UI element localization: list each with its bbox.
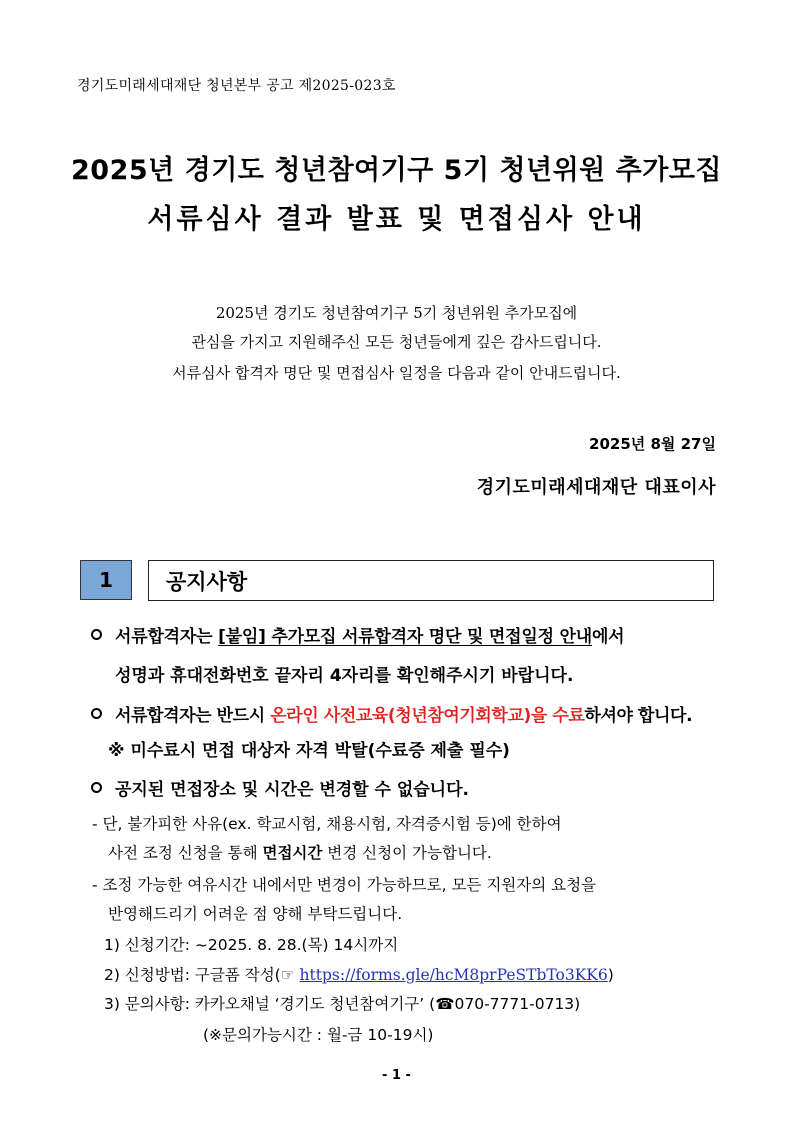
detail-1-line1: - 단, 불가피한 사유(ex. 학교시험, 채용시험, 자격증시험 등)에 한하여 [92, 815, 562, 833]
bullet-2-line1 [115, 701, 692, 726]
detail-2-line2: 반영해드리기 어려운 점 양해 부탁드립니다. [108, 905, 403, 923]
section-number [80, 560, 132, 600]
item-application-method [104, 963, 614, 985]
attachment-reference: [붙임] 추가모집 서류합격자 명단 및 면접일정 안내 [218, 627, 592, 647]
detail-2-line1: - 조정 가능한 여유시간 내에서만 변경이 가능하므로, 모든 지원자의 요청을 [92, 876, 597, 894]
bullet-3: 공지된 면접장소 및 시간은 변경할 수 없습니다. [115, 780, 469, 800]
notice-number: 경기도미래세대재단 청년본부 공고 제2025-023호 [77, 78, 396, 94]
bullet-2-suffix: 하셔야 합니다. [584, 706, 693, 726]
bullet-1-line1 [115, 622, 624, 647]
document-title-line1: 2025년 경기도 청년참여기구 5기 청년위원 추가모집 [71, 155, 722, 186]
section-title [148, 560, 714, 601]
bullet-circle-icon [91, 782, 102, 793]
bullet-2-note: ※ 미수료시 면접 대상자 자격 박탈(수료증 제출 필수) [108, 741, 510, 761]
item-2-prefix: 2) 신청방법: 구글폼 작성(☞ [104, 966, 300, 984]
intro-text-line1: 2025년 경기도 청년참여기구 5기 청년위원 추가모집에 [215, 304, 578, 322]
inquiry-hours-note: (※문의가능시간 : 월-금 10-19시) [203, 1026, 434, 1044]
bullet-1-suffix: 에서 [591, 627, 625, 647]
required-training-highlight: 온라인 사전교육(청년참여기회학교)을 수료 [270, 706, 585, 726]
detail-1-suffix: 변경 신청이 가능합니다. [322, 844, 492, 862]
detail-1-prefix: 사전 조정 신청을 통해 [108, 844, 263, 862]
google-form-link[interactable]: https://forms.gle/hcM8prPeSTbTo3KK6 [299, 966, 608, 984]
item-2-suffix: ) [607, 966, 614, 984]
section-title-label: 공지사항 [166, 569, 248, 594]
issuer: 경기도미래세대재단 대표이사 [476, 477, 716, 498]
intro-text-line3: 서류심사 합격자 명단 및 면접심사 일정을 다음과 같이 안내드립니다. [172, 364, 621, 382]
item-inquiry [104, 992, 580, 1014]
detail-1-line2 [108, 841, 492, 863]
section-number-label: 1 [99, 568, 113, 592]
item-3-prefix: 3) 문의사항: 카카오채널 ‘경기도 청년참여기구’ ( [104, 995, 436, 1013]
item-application-period: 1) 신청기간: ~2025. 8. 28.(목) 14시까지 [104, 936, 399, 954]
phone-icon: ☎ [435, 995, 455, 1013]
issue-date: 2025년 8월 27일 [589, 435, 716, 453]
bullet-1-prefix: 서류합격자는 [115, 627, 219, 647]
interview-time-emphasis: 면접시간 [262, 844, 323, 862]
bullet-circle-icon [91, 629, 102, 640]
page-number: - 1 - [382, 1068, 411, 1083]
bullet-1-line2: 성명과 휴대전화번호 끝자리 4자리를 확인해주시기 바랍니다. [115, 666, 574, 686]
item-3-suffix: 070-7771-0713) [454, 995, 581, 1013]
bullet-2-prefix: 서류합격자는 반드시 [115, 706, 271, 726]
intro-text-line2: 관심을 가지고 지원해주신 모든 청년들에게 깊은 감사드립니다. [191, 333, 602, 351]
bullet-circle-icon [91, 708, 102, 719]
document-title-line2: 서류심사 결과 발표 및 면접심사 안내 [147, 204, 646, 235]
